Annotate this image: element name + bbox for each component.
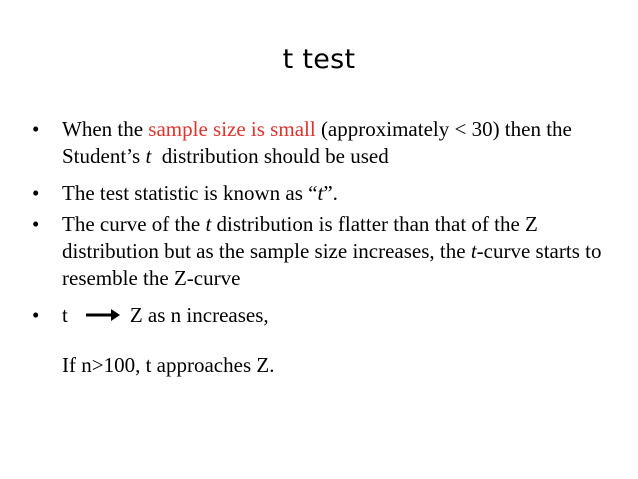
- slide-title: t test: [282, 44, 356, 75]
- bullet-item-curve: [32, 211, 622, 292]
- bullet-dot: •: [32, 117, 40, 141]
- right-arrow-icon: [86, 309, 120, 321]
- bullet-text: t: [62, 303, 68, 327]
- highlight-text: sample size is small: [148, 117, 316, 141]
- bullet-dot: •: [32, 181, 40, 205]
- bullet-item-t-to-z: [32, 302, 622, 329]
- bullet-text: Z as n increases,: [129, 303, 269, 327]
- bullet-text: distribution should be used: [151, 144, 389, 168]
- italic-t: t: [145, 144, 152, 168]
- bullet-dot: •: [32, 212, 40, 236]
- footer-line: If n>100, t approaches Z.: [62, 353, 275, 377]
- bullet-dot: •: [32, 303, 40, 327]
- bullet-text: (approximately < 30) then the Student’s: [62, 117, 572, 168]
- italic-t: t: [205, 212, 212, 236]
- bullet-text: ”.: [323, 181, 338, 205]
- bullet-text: -curve starts to resemble the Z-curve: [62, 239, 602, 290]
- bullet-text: distribution is flatter than that of the Z distribution but as the sample size increases, the: [62, 212, 538, 263]
- bullet-text: The test statistic is known as “: [62, 181, 318, 205]
- bullet-item-test-statistic: [32, 180, 622, 207]
- bullet-item-sample-size: [32, 116, 622, 170]
- bullet-list: [32, 116, 622, 339]
- italic-t: t: [470, 239, 477, 263]
- italic-t: t: [317, 181, 324, 205]
- bullet-text: The curve of the: [62, 212, 206, 236]
- bullet-text: When the: [62, 117, 149, 141]
